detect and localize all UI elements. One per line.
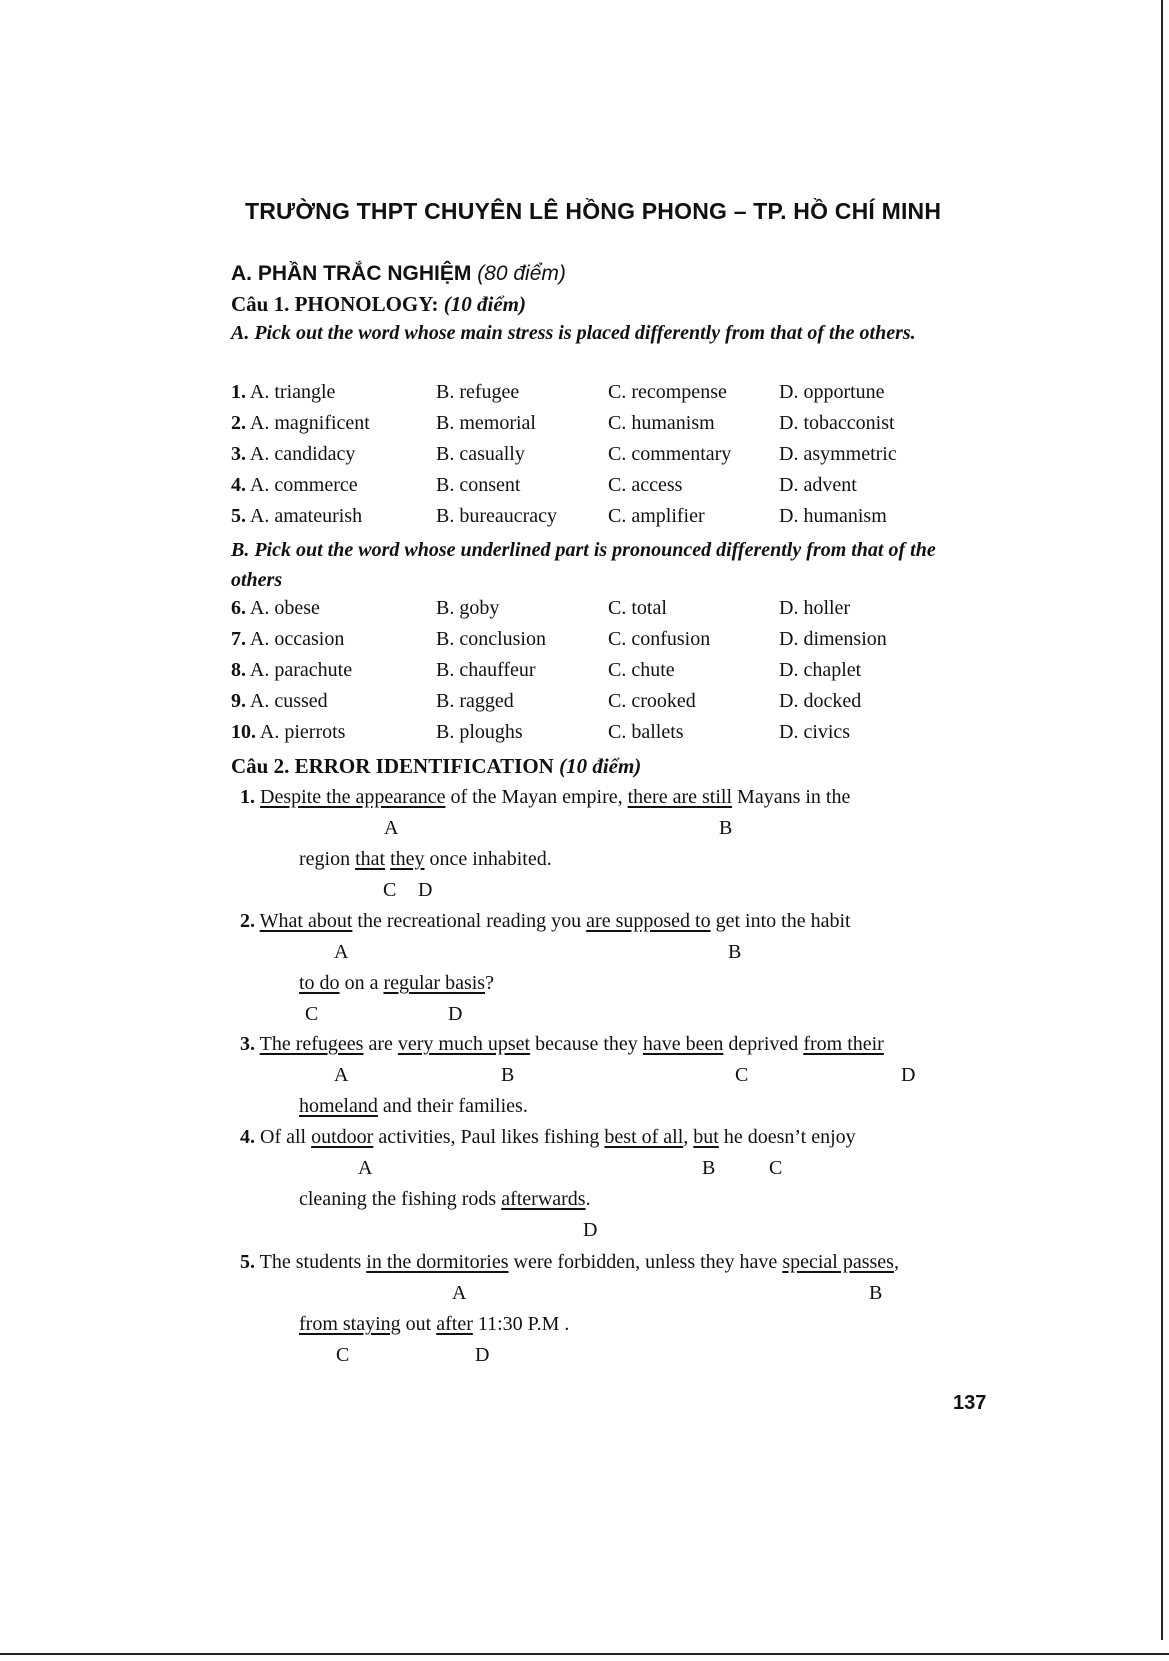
- error-question-1: 1. Despite the appearance of the Mayan empire, there are still Mayans in the: [240, 786, 851, 808]
- question-number: 10.: [231, 721, 256, 743]
- instruction-pronunciation: B. Pick out the word whose underlined part is pronounced differently from that of the others: [231, 539, 936, 591]
- option-d: D. dimension: [779, 628, 887, 650]
- underlined-a: outdoor: [311, 1126, 374, 1148]
- option-c: C. confusion: [608, 628, 711, 650]
- option-d: D. opportune: [779, 381, 885, 403]
- option-a: A. parachute: [249, 659, 353, 681]
- label-b: B: [719, 817, 733, 839]
- option-c: C. commentary: [608, 443, 732, 465]
- scan-edge-right: [1161, 0, 1163, 1640]
- question-number: 7.: [231, 628, 246, 650]
- question-number: 1.: [240, 786, 255, 808]
- underlined-a: in the dormitories: [366, 1251, 509, 1273]
- underlined-b: special passes: [782, 1251, 894, 1273]
- option-d: D. advent: [779, 474, 857, 496]
- question-number: 5.: [240, 1251, 255, 1273]
- label-c: C: [305, 1003, 319, 1025]
- option-c: C. amplifier: [608, 505, 705, 527]
- label-b: B: [501, 1064, 515, 1086]
- question-number: 3.: [240, 1033, 255, 1055]
- label-c: C: [769, 1157, 783, 1179]
- option-b: B. consent: [436, 474, 521, 496]
- underlined-b: very much upset: [397, 1033, 531, 1055]
- error-question-2: 2. What about the recreational reading you are supposed to get into the habit: [240, 910, 851, 932]
- underlined-c: have been: [642, 1033, 724, 1055]
- page-number: 137: [953, 1392, 987, 1414]
- error-question-4-cont: cleaning the fishing rods afterwards.: [299, 1188, 591, 1210]
- cau2-heading: [231, 754, 641, 779]
- option-d: D. asymmetric: [779, 443, 897, 465]
- label-c: C: [336, 1344, 350, 1366]
- underlined-d: after: [436, 1313, 473, 1335]
- option-b: B. ragged: [436, 690, 514, 712]
- question-number: 9.: [231, 690, 246, 712]
- underlined-a: Despite the appearance: [260, 786, 446, 808]
- question-number: 2.: [240, 910, 255, 932]
- underlined-b: best of all: [604, 1126, 684, 1148]
- option-a: A. cussed: [249, 690, 328, 712]
- question-number: 1.: [231, 381, 246, 403]
- underlined-d: regular basis: [383, 972, 486, 994]
- cau2-title: Câu 2. ERROR IDENTIFICATION: [231, 754, 554, 778]
- option-b: B. bureaucracy: [436, 505, 558, 527]
- label-d: D: [448, 1003, 463, 1025]
- question-number: 4.: [231, 474, 246, 496]
- label-b: B: [728, 941, 742, 963]
- error-question-2-cont: to do on a regular basis?: [299, 972, 494, 994]
- option-b: B. conclusion: [436, 628, 546, 650]
- option-d: D. humanism: [779, 505, 887, 527]
- label-a: A: [452, 1282, 467, 1304]
- error-question-5: 5. The students in the dormitories were forbidden, unless they have special passes,: [240, 1251, 899, 1273]
- label-a: A: [358, 1157, 373, 1179]
- underlined-c: but: [693, 1126, 719, 1148]
- option-a: A. amateurish: [249, 505, 363, 527]
- underlined-d: they: [390, 848, 425, 870]
- underlined-b: are supposed to: [586, 910, 711, 932]
- school-title: TRƯỜNG THPT CHUYÊN LÊ HỒNG PHONG – TP. HỒ CHÍ MINH: [245, 198, 942, 224]
- error-question-5-cont: from staying out after 11:30 P.M .: [299, 1313, 570, 1335]
- question-number: 3.: [231, 443, 246, 465]
- cau1-points: (10 điểm): [443, 292, 526, 316]
- option-d: D. tobacconist: [779, 412, 895, 434]
- option-a: A. occasion: [249, 628, 345, 650]
- option-b: B. goby: [436, 597, 500, 619]
- label-b: B: [869, 1282, 883, 1304]
- question-number: 4.: [240, 1126, 255, 1148]
- option-b: B. refugee: [436, 381, 520, 403]
- label-a: A: [334, 1064, 349, 1086]
- underlined-a: What about: [259, 910, 353, 932]
- label-d: D: [901, 1064, 916, 1086]
- question-number: 8.: [231, 659, 246, 681]
- option-a: A. magnificent: [249, 412, 370, 434]
- underlined-d: from their: [803, 1033, 884, 1055]
- label-d: D: [583, 1219, 598, 1241]
- cau1-heading: [231, 292, 526, 317]
- option-a: A. commerce: [249, 474, 358, 496]
- option-b: B. casually: [436, 443, 525, 465]
- option-d: D. civics: [779, 721, 851, 743]
- option-c: C. total: [608, 597, 667, 619]
- option-c: C. crooked: [608, 690, 696, 712]
- error-question-1-cont: region that they once inhabited.: [299, 848, 552, 870]
- label-c: C: [735, 1064, 749, 1086]
- part-a-heading: [231, 262, 566, 286]
- option-b: B. ploughs: [436, 721, 523, 743]
- option-c: C. chute: [608, 659, 675, 681]
- option-d: D. chaplet: [779, 659, 862, 681]
- cau1-title: Câu 1. PHONOLOGY:: [231, 292, 439, 316]
- option-a: A. candidacy: [249, 443, 356, 465]
- underlined-b: there are still: [627, 786, 733, 808]
- option-b: B. chauffeur: [436, 659, 536, 681]
- option-a: A. pierrots: [259, 721, 346, 743]
- option-c: C. humanism: [608, 412, 715, 434]
- option-b: B. memorial: [436, 412, 536, 434]
- option-a: A. obese: [249, 597, 320, 619]
- cau2-points: (10 điểm): [559, 754, 642, 778]
- label-a: A: [334, 941, 349, 963]
- part-a-points: (80 điểm): [477, 262, 566, 285]
- option-d: D. docked: [779, 690, 862, 712]
- label-d: D: [418, 879, 433, 901]
- underlined-continued: homeland: [299, 1095, 378, 1117]
- underlined-c: to do: [299, 972, 340, 994]
- label-c: C: [383, 879, 397, 901]
- option-c: C. ballets: [608, 721, 684, 743]
- error-question-3-cont: homeland and their families.: [299, 1095, 528, 1117]
- underlined-c: that: [355, 848, 386, 870]
- label-a: A: [384, 817, 399, 839]
- label-b: B: [702, 1157, 716, 1179]
- option-c: C. recompense: [608, 381, 727, 403]
- label-d: D: [475, 1344, 490, 1366]
- scan-edge-bottom: [0, 1653, 1169, 1655]
- underlined-d: afterwards: [501, 1188, 586, 1210]
- part-a-title: A. PHẦN TRẮC NGHIỆM: [231, 262, 472, 285]
- error-question-4: 4. Of all outdoor activities, Paul likes fishing best of all, but he doesn’t enjoy: [240, 1126, 856, 1148]
- option-a: A. triangle: [249, 381, 336, 403]
- question-number: 5.: [231, 505, 246, 527]
- option-d: D. holler: [779, 597, 851, 619]
- underlined-a: The refugees: [259, 1033, 364, 1055]
- instruction-stress: A. Pick out the word whose main stress is placed differently from that of the others.: [231, 322, 916, 344]
- underlined-c: from staying: [299, 1313, 401, 1335]
- option-c: C. access: [608, 474, 683, 496]
- question-number: 2.: [231, 412, 246, 434]
- question-number: 6.: [231, 597, 246, 619]
- error-question-3: 3. The refugees are very much upset because they have been deprived from their: [240, 1033, 884, 1055]
